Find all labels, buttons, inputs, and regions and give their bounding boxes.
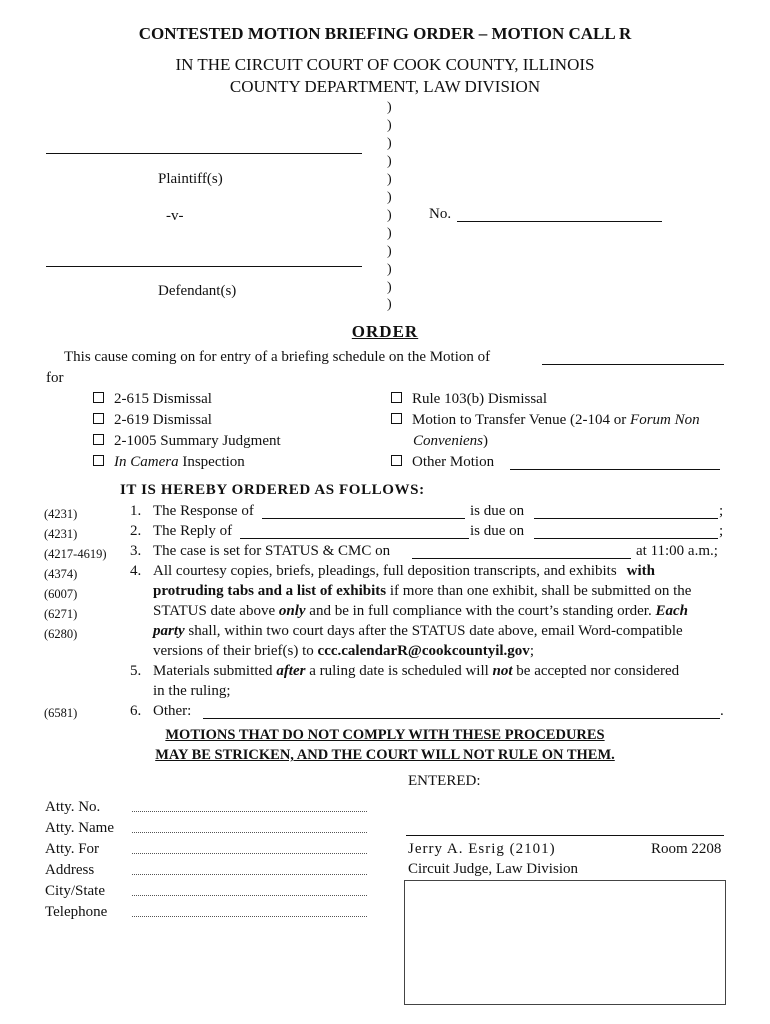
item-number: 1. (130, 503, 142, 519)
judge-signature-line[interactable] (406, 835, 724, 836)
courtroom-number: Room 2208 (651, 841, 722, 857)
court-name: IN THE CIRCUIT COURT OF COOK COUNTY, ILLINOIS (175, 55, 595, 74)
item-5-line-2: in the ruling; (153, 683, 231, 699)
order-heading: ORDER (351, 322, 419, 341)
code-item-3: (4217-4619) (44, 547, 107, 561)
item-4-line-4: party shall, within two court days after the STATUS date above, email Word-compatible (153, 623, 683, 639)
versus-label: -v- (166, 208, 184, 224)
warning-line-1: MOTIONS THAT DO NOT COMPLY WITH THESE PROCEDURES (165, 727, 605, 743)
plaintiff-name-field[interactable] (46, 153, 362, 154)
checkbox-transfer-venue[interactable]: Motion to Transfer Venue (2-104 or Forum Non (391, 412, 700, 429)
item-2-end: ; (719, 523, 724, 539)
item-1-due-label: is due on (470, 503, 525, 519)
atty-for-label: Atty. For (45, 841, 100, 857)
item-1-end: ; (719, 503, 724, 519)
defendant-name-field[interactable] (46, 266, 362, 267)
item-2-reply-label: The Reply of (153, 523, 233, 539)
checkbox-icon (93, 413, 104, 424)
item-4-line-3: STATUS date above only and be in full compliance with the court’s standing order. Each (153, 603, 688, 619)
item-3-time: at 11:00 a.m.; (636, 543, 718, 559)
item-4-line-5: versions of their brief(s) to ccc.calendarR@cookcountyil.gov; (153, 643, 534, 659)
item-number: 6. (130, 703, 142, 719)
judge-stamp-box[interactable] (404, 880, 726, 1005)
atty-name-label: Atty. Name (45, 820, 115, 836)
address-field[interactable] (132, 874, 367, 875)
judge-name: Jerry A. Esrig (2101) (408, 841, 556, 857)
item-number: 2. (130, 523, 142, 539)
form-title: CONTESTED MOTION BRIEFING ORDER – MOTION CALL R (138, 24, 632, 43)
city-state-field[interactable] (132, 895, 367, 896)
item-3-status-label: The case is set for STATUS & CMC on (153, 543, 391, 559)
transfer-venue-continued: Conveniens) (413, 433, 488, 449)
warning-line-2: MAY BE STRICKEN, AND THE COURT WILL NOT RULE ON THEM. (155, 747, 615, 763)
checkbox-icon (391, 455, 402, 466)
checkbox-icon (93, 392, 104, 403)
item-number: 5. (130, 663, 142, 679)
item-4-line-1: All courtesy copies, briefs, pleadings, full deposition transcripts, and exhibits with (153, 563, 656, 579)
checkbox-2615-dismissal[interactable]: 2-615 Dismissal (93, 391, 212, 408)
atty-no-field[interactable] (132, 811, 367, 812)
telephone-label: Telephone (45, 904, 108, 920)
reply-party-field[interactable] (240, 538, 469, 539)
response-due-date-field[interactable] (534, 518, 718, 519)
telephone-field[interactable] (132, 916, 367, 917)
city-state-label: City/State (45, 883, 105, 899)
calendar-email: ccc.calendarR@cookcountyil.gov (317, 643, 530, 659)
atty-no-label: Atty. No. (45, 799, 101, 815)
checkbox-icon (391, 413, 402, 424)
code-item-1: (4231) (44, 507, 78, 521)
case-number-field[interactable] (457, 221, 662, 222)
code-item-4a: (4374) (44, 567, 78, 581)
item-6-other-label: Other: (153, 703, 192, 719)
item-2-due-label: is due on (470, 523, 525, 539)
item-number: 3. (130, 543, 142, 559)
item-4-line-2: protruding tabs and a list of exhibits if more than one exhibit, shall be submitted on the (153, 583, 692, 599)
checkbox-2619-dismissal[interactable]: 2-619 Dismissal (93, 412, 212, 429)
intro-text: This cause coming on for entry of a briefing schedule on the Motion of (64, 349, 491, 365)
defendant-label: Defendant(s) (158, 283, 237, 299)
atty-name-field[interactable] (132, 832, 367, 833)
checkbox-other-motion[interactable]: Other Motion (391, 454, 494, 471)
code-item-6: (6581) (44, 706, 78, 720)
judge-title: Circuit Judge, Law Division (408, 861, 578, 877)
checkbox-icon (93, 434, 104, 445)
other-motion-field[interactable] (510, 469, 720, 470)
ordered-heading: IT IS HEREBY ORDERED AS FOLLOWS: (120, 482, 425, 498)
for-label: for (46, 370, 64, 386)
code-item-4b: (6007) (44, 587, 78, 601)
item-6-end: . (720, 703, 724, 719)
code-item-4c: (6271) (44, 607, 78, 621)
motion-of-field[interactable] (542, 364, 724, 365)
atty-for-field[interactable] (132, 853, 367, 854)
code-item-4d: (6280) (44, 627, 78, 641)
entered-label: ENTERED: (408, 773, 481, 789)
address-label: Address (45, 862, 95, 878)
reply-due-date-field[interactable] (534, 538, 718, 539)
checkbox-icon (391, 392, 402, 403)
status-date-field[interactable] (412, 558, 631, 559)
response-party-field[interactable] (262, 518, 465, 519)
case-number-label: No. (429, 206, 452, 222)
court-division: COUNTY DEPARTMENT, LAW DIVISION (229, 77, 541, 96)
item-5-line-1: Materials submitted after a ruling date is scheduled will not be accepted nor considered (153, 663, 680, 679)
checkbox-summary-judgment[interactable]: 2-1005 Summary Judgment (93, 433, 281, 450)
checkbox-rule-103b-dismissal[interactable]: Rule 103(b) Dismissal (391, 391, 547, 408)
checkbox-in-camera-inspection[interactable]: In Camera Inspection (93, 454, 245, 471)
item-1-response-label: The Response of (153, 503, 254, 519)
other-order-field[interactable] (203, 718, 720, 719)
code-item-2: (4231) (44, 527, 78, 541)
plaintiff-label: Plaintiff(s) (158, 171, 223, 187)
checkbox-icon (93, 455, 104, 466)
item-number: 4. (130, 563, 142, 579)
